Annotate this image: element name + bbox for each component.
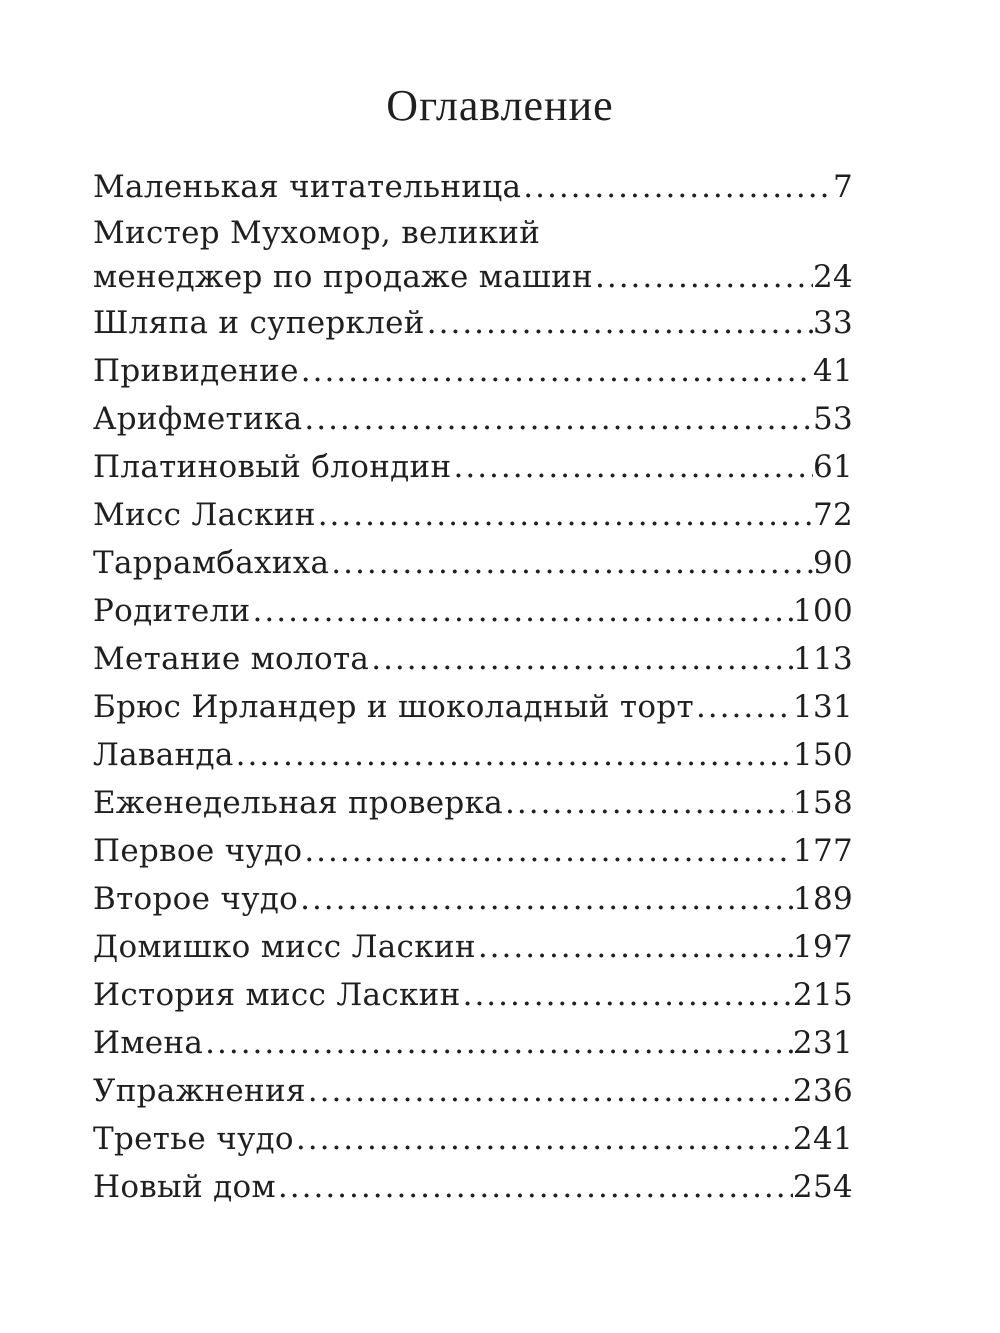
toc-entry-title: Имена (93, 1025, 204, 1061)
toc-entry-title-line: Мистер Мухомор, великий (93, 215, 541, 251)
toc-entry-page-number: 7 (832, 169, 853, 205)
dot-leader (302, 395, 813, 443)
toc-entry-title: Третье чудо (93, 1121, 294, 1157)
toc-entry-title: Второе чудо (93, 881, 299, 917)
toc-entry-page-number: 231 (792, 1025, 853, 1061)
toc-entry-title: Таррамбахиха (93, 545, 330, 581)
toc-entry (93, 1115, 853, 1163)
dot-leader (203, 1019, 793, 1067)
toc-entry-title: Упражнения (93, 1073, 306, 1109)
toc-entry (93, 491, 853, 539)
toc-entry-page-number: 33 (812, 305, 853, 341)
toc-entry-page-number: 100 (792, 593, 853, 629)
toc-entry-title: Привидение (93, 353, 299, 389)
toc-entry-title: Еженедельная проверка (93, 785, 504, 821)
toc-entry-page-number: 236 (792, 1073, 853, 1109)
toc-entry (93, 347, 853, 395)
dot-leader (302, 827, 793, 875)
toc-entry-page-number: 197 (792, 929, 853, 965)
toc-entry (93, 683, 853, 731)
toc-entry-page-number: 131 (792, 689, 853, 725)
toc-entry (93, 299, 853, 347)
toc-entry (93, 923, 853, 971)
dot-leader (234, 731, 793, 779)
toc-entry (93, 1019, 853, 1067)
toc-entry-page-number: 189 (792, 881, 853, 917)
toc-entry-page-number: 41 (812, 353, 853, 389)
toc-entry-title: Метание молота (93, 641, 370, 677)
toc-entry (93, 635, 853, 683)
dot-leader (298, 875, 793, 923)
dot-leader (521, 163, 833, 211)
page-title: Оглавление (386, 81, 614, 130)
toc-entry-page-number: 158 (792, 785, 853, 821)
toc-entry (93, 875, 853, 923)
toc-entry (93, 395, 853, 443)
toc-entry (93, 731, 853, 779)
toc-entry-page-number: 61 (812, 449, 853, 485)
toc-entry-page-number: 90 (812, 545, 853, 581)
table-of-contents (93, 163, 853, 1211)
toc-entry-title: Лаванда (93, 737, 234, 773)
dot-leader (251, 587, 793, 635)
toc-entry-title: менеджер по продаже машин (93, 259, 593, 295)
toc-entry (93, 1067, 853, 1115)
toc-entry (93, 587, 853, 635)
dot-leader (461, 971, 793, 1019)
toc-entry-title: Мисс Ласкин (93, 497, 316, 533)
toc-entry-page-number: 241 (792, 1121, 853, 1157)
dot-leader (329, 539, 813, 587)
toc-entry-page-number: 215 (792, 977, 853, 1013)
toc-entry-title: Платиновый блондин (93, 449, 452, 485)
dot-leader (369, 635, 793, 683)
toc-entry-page-number: 24 (812, 259, 853, 295)
toc-entry-page-number: 53 (812, 401, 853, 437)
dot-leader (276, 1163, 793, 1211)
dot-leader (425, 299, 813, 347)
toc-entry-title: Маленькая читательница (93, 169, 522, 205)
toc-entry (93, 443, 853, 491)
toc-entry (93, 779, 853, 827)
toc-entry-title: Шляпа и суперклей (93, 305, 425, 341)
dot-leader (306, 1067, 793, 1115)
toc-entry (93, 539, 853, 587)
dot-leader (503, 779, 793, 827)
toc-entry-page-number: 72 (812, 497, 853, 533)
toc-entry (93, 971, 853, 1019)
dot-leader (476, 923, 793, 971)
toc-entry-page-number: 254 (792, 1169, 853, 1205)
toc-entry (93, 163, 853, 211)
toc-entry-title: Новый дом (93, 1169, 276, 1205)
dot-leader (294, 1115, 793, 1163)
dot-leader (299, 347, 813, 395)
dot-leader (316, 491, 813, 539)
toc-entry-title: История мисс Ласкин (93, 977, 461, 1013)
toc-entry-title: Брюс Ирландер и шоколадный торт (93, 689, 694, 725)
toc-entry-page-number: 150 (792, 737, 853, 773)
dot-leader (451, 443, 812, 491)
toc-entry (93, 827, 853, 875)
dot-leader (694, 683, 793, 731)
toc-entry-title: Арифметика (93, 401, 303, 437)
toc-entry-title: Родители (93, 593, 251, 629)
toc-entry (93, 211, 853, 299)
toc-entry-title: Первое чудо (93, 833, 303, 869)
toc-entry-page-number: 177 (792, 833, 853, 869)
toc-entry-title: Домишко мисс Ласкин (93, 929, 476, 965)
toc-entry (93, 1163, 853, 1211)
toc-entry-page-number: 113 (792, 641, 853, 677)
dot-leader (593, 255, 813, 299)
